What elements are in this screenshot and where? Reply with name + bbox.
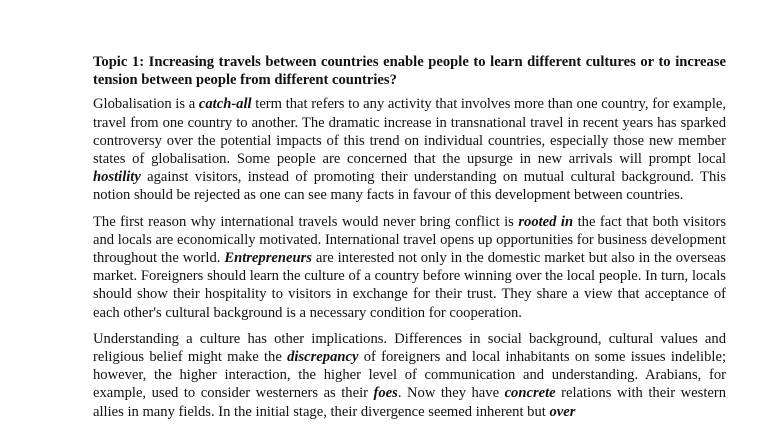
text-run: relations with their western allies in many fields. In the initial stage, their divergence seemed inherent but bbox=[93, 385, 727, 420]
keyword-over: over bbox=[549, 403, 576, 420]
paragraph-3 bbox=[93, 330, 726, 421]
text-run: term that refers to any activity that involves more than one country, for example, travel from one country to another. The dramatic increase in transnational travel in recent years has sparked controversy over the potential impacts of this trend on individual countries, especially those new member states of globalisation. Some people are concerned that the upsurge in new arrivals will prompt local bbox=[93, 96, 726, 168]
keyword-foes: foes bbox=[373, 385, 398, 402]
text-run: Globalisation is a bbox=[93, 96, 199, 113]
text-run: against visitors, instead of promoting their understanding on mutual cultural background. This notion should be rejected as one can see many facts in favour of this development between countries. bbox=[93, 169, 726, 204]
keyword-discrepancy: discrepancy bbox=[287, 349, 359, 366]
keyword-hostility: hostility bbox=[93, 169, 141, 186]
topic-title: Topic 1: Increasing travels between countries enable people to learn different cultures or to increase tension between people from different countries? bbox=[93, 54, 726, 89]
document-page bbox=[93, 53, 726, 429]
text-run: . Now they have bbox=[397, 385, 505, 402]
keyword-entrepreneurs: Entrepreneurs bbox=[224, 250, 312, 267]
keyword-concrete: concrete bbox=[504, 385, 556, 402]
text-run: the fact that both visitors and locals are economically motivated. International travel opens up opportunities for business development throughout the world. bbox=[93, 213, 727, 267]
text-run: The first reason why international travels would never bring conflict is bbox=[93, 213, 519, 230]
keyword-rooted-in: rooted in bbox=[518, 213, 574, 230]
paragraph-1 bbox=[93, 95, 726, 204]
paragraph-2 bbox=[93, 213, 726, 322]
text-run: Understanding a culture has other implications. Differences in social background, cultural values and religious belief might make the bbox=[93, 330, 726, 366]
text-run: of foreigners and local inhabitants on some issues indelible; however, the higher interaction, the higher level of communication and understanding. Arabians, for example, used to consider westerners as their bbox=[93, 349, 726, 402]
keyword-catch-all: catch-all bbox=[198, 96, 252, 113]
text-run: are interested not only in the domestic market but also in the overseas market. Foreigners should learn the culture of a country before winning over the local people. In turn, locals should show their hospitality to visitors in exchange for their trust. They share a view that acceptance of each other's cultural background is a necessary condition for cooperation. bbox=[93, 250, 726, 321]
